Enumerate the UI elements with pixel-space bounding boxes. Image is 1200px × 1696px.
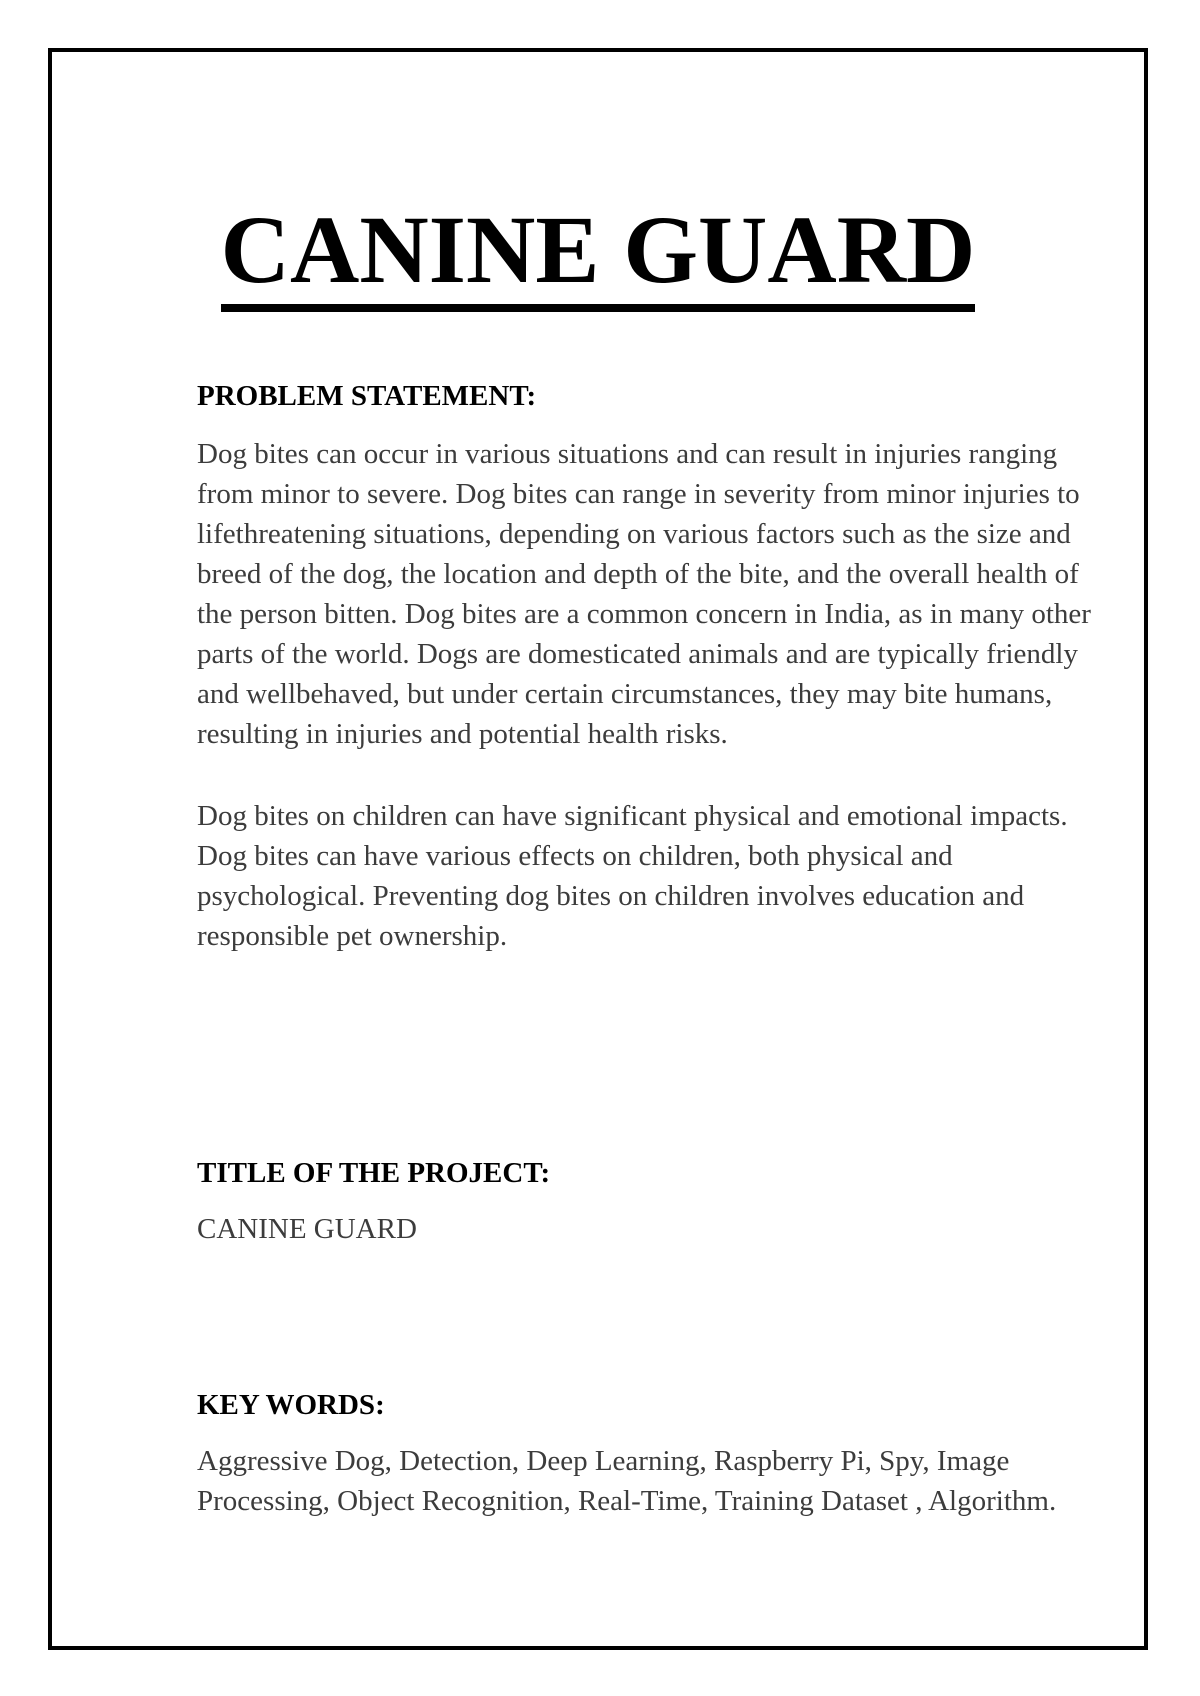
document-title <box>52 196 1144 312</box>
project-title-text: CANINE GUARD <box>197 1213 417 1245</box>
project-title-heading: TITLE OF THE PROJECT: <box>197 1157 551 1189</box>
problem-statement-section <box>197 378 1117 956</box>
page-border-frame <box>48 48 1148 1650</box>
problem-statement-paragraph-1: Dog bites can occur in various situations and can result in injuries ranging from minor to severe. Dog bites can range in severity from minor injuries to lifethreatening situations, depending on various factors such as the size and breed of the dog, the location and depth of the bite, and the overall health of the person bitten. Dog bites are a common concern in India, as in many other parts of the world. Dogs are domesticated animals and are typically friendly and wellbehaved, but under certain circumstances, they may bite humans, resulting in injuries and potential health risks. <box>197 438 1091 750</box>
problem-statement-paragraph-2: Dog bites on children can have significant physical and emotional impacts. Dog bites can have various effects on children, both physical and psychological. Preventing dog bites on children involves education and responsible pet ownership. <box>197 800 1068 952</box>
document-title-text: CANINE GUARD <box>221 200 976 312</box>
key-words-heading: KEY WORDS: <box>197 1389 385 1421</box>
project-title-section <box>197 1155 1117 1249</box>
key-words-section <box>197 1387 1117 1521</box>
key-words-text: Aggressive Dog, Detection, Deep Learning, Raspberry Pi, Spy, Image Processing, Object Recognition, Real-Time, Training Dataset , Algorithm. <box>197 1445 1057 1517</box>
problem-statement-heading: PROBLEM STATEMENT: <box>197 380 537 412</box>
